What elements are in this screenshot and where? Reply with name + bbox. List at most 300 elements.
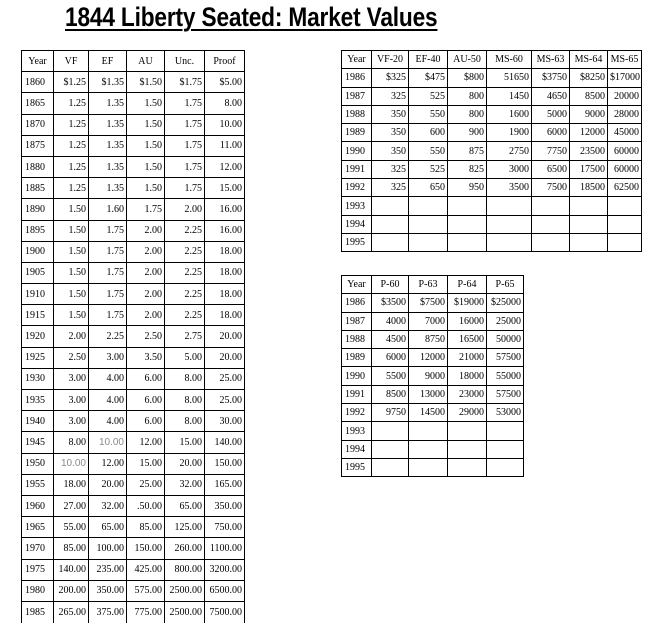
table-row — [342, 294, 524, 312]
value-cell — [448, 215, 487, 233]
value-cell: 4500 — [372, 330, 409, 348]
value-cell: 20000 — [608, 87, 642, 105]
value-cell: 265.00 — [54, 601, 89, 622]
year-cell: 1880 — [22, 156, 54, 177]
value-cell: 12000 — [409, 349, 448, 367]
value-cell: 12.00 — [205, 156, 245, 177]
table-row — [342, 404, 524, 422]
value-cell: 1.50 — [54, 220, 89, 241]
value-cell: 8.00 — [165, 390, 205, 411]
value-cell: 800 — [448, 87, 487, 105]
value-cell: 260.00 — [165, 538, 205, 559]
table-row — [342, 215, 642, 233]
column-header: AU — [127, 51, 165, 72]
value-cell: 235.00 — [89, 559, 127, 580]
year-cell: 1905 — [22, 262, 54, 283]
value-cell: 50000 — [487, 330, 524, 348]
value-cell: $25000 — [487, 294, 524, 312]
value-cell: 550 — [409, 142, 448, 160]
year-cell: 1915 — [22, 305, 54, 326]
table-row — [22, 305, 245, 326]
value-cell: $3500 — [372, 294, 409, 312]
table-row — [342, 349, 524, 367]
value-cell: 15.00 — [165, 432, 205, 453]
value-cell: 8.00 — [54, 432, 89, 453]
year-cell: 1989 — [342, 124, 372, 142]
value-cell: 4.00 — [89, 368, 127, 389]
value-cell: 16.00 — [205, 199, 245, 220]
value-cell: 65.00 — [165, 495, 205, 516]
value-cell: 10.00 — [89, 432, 127, 453]
value-cell: $1.50 — [127, 72, 165, 93]
value-cell — [372, 197, 409, 215]
value-cell: 2.00 — [127, 305, 165, 326]
table-row — [342, 330, 524, 348]
table-row — [342, 142, 642, 160]
header-row — [342, 276, 524, 294]
value-cell: $8250 — [570, 69, 608, 87]
value-cell: 1.75 — [165, 178, 205, 199]
value-cell: 550 — [409, 105, 448, 123]
value-cell: 325 — [372, 160, 409, 178]
value-cell: 900 — [448, 124, 487, 142]
value-cell: 150.00 — [127, 538, 165, 559]
value-cell — [372, 422, 409, 440]
value-cell: $475 — [409, 69, 448, 87]
value-cell: 12.00 — [127, 432, 165, 453]
value-cell: $1.75 — [165, 72, 205, 93]
value-cell: 45000 — [608, 124, 642, 142]
value-cell: 53000 — [487, 404, 524, 422]
value-cell: 32.00 — [165, 474, 205, 495]
value-cell: 525 — [409, 160, 448, 178]
table-row — [342, 179, 642, 197]
value-cell: 2.25 — [165, 262, 205, 283]
value-cell: 16500 — [448, 330, 487, 348]
table-row — [342, 197, 642, 215]
column-header: MS-65 — [608, 51, 642, 69]
value-cell — [487, 233, 532, 251]
table-row — [342, 124, 642, 142]
value-cell: 23500 — [570, 142, 608, 160]
value-cell: 25000 — [487, 312, 524, 330]
value-cell: 6000 — [532, 124, 570, 142]
value-cell: 6.00 — [127, 390, 165, 411]
year-cell: 1865 — [22, 93, 54, 114]
value-cell — [487, 458, 524, 476]
value-cell: 2.50 — [54, 347, 89, 368]
value-cell: 2.25 — [165, 305, 205, 326]
value-cell: 1.75 — [165, 114, 205, 135]
value-cell: 85.00 — [54, 538, 89, 559]
value-cell: 100.00 — [89, 538, 127, 559]
value-cell: 6500.00 — [205, 580, 245, 601]
column-header: Proof — [205, 51, 245, 72]
year-cell: 1895 — [22, 220, 54, 241]
value-cell: 1.35 — [89, 135, 127, 156]
proof-values-table-1986-1995 — [341, 275, 524, 477]
value-cell: 3.00 — [54, 390, 89, 411]
year-cell: 1890 — [22, 199, 54, 220]
value-cell: 140.00 — [205, 432, 245, 453]
value-cell: 1.50 — [54, 305, 89, 326]
value-cell: 1450 — [487, 87, 532, 105]
value-cell: 325 — [372, 87, 409, 105]
year-cell: 1993 — [342, 422, 372, 440]
column-header: P-64 — [448, 276, 487, 294]
year-cell: 1930 — [22, 368, 54, 389]
year-cell: 1900 — [22, 241, 54, 262]
year-cell: 1875 — [22, 135, 54, 156]
value-cell: 32.00 — [89, 495, 127, 516]
market-values-table-1986-1995 — [341, 50, 642, 252]
year-cell: 1992 — [342, 179, 372, 197]
value-cell: 2.00 — [54, 326, 89, 347]
value-cell: 1.50 — [54, 262, 89, 283]
value-cell: 1.50 — [127, 114, 165, 135]
value-cell: 3200.00 — [205, 559, 245, 580]
value-cell: 6.00 — [127, 368, 165, 389]
value-cell: 1.25 — [54, 135, 89, 156]
value-cell: 2500.00 — [165, 601, 205, 622]
value-cell: 4650 — [532, 87, 570, 105]
value-cell: $325 — [372, 69, 409, 87]
value-cell — [409, 233, 448, 251]
value-cell — [570, 197, 608, 215]
table-row — [342, 367, 524, 385]
column-header: MS-60 — [487, 51, 532, 69]
table-row — [22, 347, 245, 368]
value-cell: 55000 — [487, 367, 524, 385]
value-cell: 8.00 — [165, 411, 205, 432]
value-cell — [372, 440, 409, 458]
value-cell: 65.00 — [89, 517, 127, 538]
value-cell: 18.00 — [205, 284, 245, 305]
value-cell: 27.00 — [54, 495, 89, 516]
value-cell: 8.00 — [205, 93, 245, 114]
year-cell: 1960 — [22, 495, 54, 516]
table-row — [342, 87, 642, 105]
value-cell: 950 — [448, 179, 487, 197]
value-cell: 18.00 — [205, 262, 245, 283]
table-row — [342, 160, 642, 178]
column-header: VF-20 — [372, 51, 409, 69]
value-cell: 18.00 — [205, 241, 245, 262]
value-cell: 3.50 — [127, 347, 165, 368]
value-cell: 10.00 — [205, 114, 245, 135]
column-header: Unc. — [165, 51, 205, 72]
value-cell: 1.25 — [54, 178, 89, 199]
year-cell: 1988 — [342, 330, 372, 348]
column-header: Year — [342, 51, 372, 69]
value-cell: 2.25 — [89, 326, 127, 347]
column-header: Year — [342, 276, 372, 294]
value-cell: 8.00 — [165, 368, 205, 389]
value-cell: 600 — [409, 124, 448, 142]
value-cell: 14500 — [409, 404, 448, 422]
table-row — [22, 93, 245, 114]
value-cell: 18500 — [570, 179, 608, 197]
value-cell: 85.00 — [127, 517, 165, 538]
value-cell: 6000 — [372, 349, 409, 367]
year-cell: 1988 — [342, 105, 372, 123]
column-header: VF — [54, 51, 89, 72]
column-header: MS-63 — [532, 51, 570, 69]
value-cell: 2.00 — [127, 284, 165, 305]
value-cell: 18.00 — [54, 474, 89, 495]
value-cell: 1.75 — [89, 262, 127, 283]
column-header: P-63 — [409, 276, 448, 294]
value-cell: 30.00 — [205, 411, 245, 432]
value-cell: 4.00 — [89, 411, 127, 432]
value-cell: 51650 — [487, 69, 532, 87]
value-cell: 17500 — [570, 160, 608, 178]
value-cell: 200.00 — [54, 580, 89, 601]
year-cell: 1995 — [342, 458, 372, 476]
table-row — [342, 458, 524, 476]
value-cell: 1.35 — [89, 156, 127, 177]
value-cell: 6500 — [532, 160, 570, 178]
table-row — [22, 453, 245, 474]
value-cell: $3750 — [532, 69, 570, 87]
value-cell: 2.50 — [127, 326, 165, 347]
value-cell — [372, 458, 409, 476]
value-cell: 9000 — [409, 367, 448, 385]
value-cell — [448, 440, 487, 458]
value-cell — [570, 215, 608, 233]
value-cell: 750.00 — [205, 517, 245, 538]
value-cell: 875 — [448, 142, 487, 160]
value-cell: 9000 — [570, 105, 608, 123]
year-cell: 1992 — [342, 404, 372, 422]
value-cell: 12.00 — [89, 453, 127, 474]
page-title: 1844 Liberty Seated: Market Values — [65, 2, 438, 32]
value-cell — [372, 233, 409, 251]
year-cell: 1991 — [342, 385, 372, 403]
table-row — [22, 580, 245, 601]
value-cell — [570, 233, 608, 251]
table-row — [22, 220, 245, 241]
value-cell: 16000 — [448, 312, 487, 330]
value-cell: 1100.00 — [205, 538, 245, 559]
value-cell: 2.25 — [165, 284, 205, 305]
value-cell: 5000 — [532, 105, 570, 123]
value-cell: 350.00 — [89, 580, 127, 601]
year-cell: 1955 — [22, 474, 54, 495]
value-cell: 165.00 — [205, 474, 245, 495]
table-row — [22, 432, 245, 453]
header-row — [342, 51, 642, 69]
column-header: EF — [89, 51, 127, 72]
value-cell: 1.60 — [89, 199, 127, 220]
value-cell: $7500 — [409, 294, 448, 312]
year-cell: 1994 — [342, 215, 372, 233]
year-cell: 1994 — [342, 440, 372, 458]
value-cell: 350 — [372, 124, 409, 142]
year-cell: 1995 — [342, 233, 372, 251]
value-cell: 18.00 — [205, 305, 245, 326]
year-cell: 1950 — [22, 453, 54, 474]
value-cell: $1.25 — [54, 72, 89, 93]
value-cell — [487, 422, 524, 440]
value-cell — [409, 215, 448, 233]
value-cell: 15.00 — [127, 453, 165, 474]
value-cell: 57500 — [487, 385, 524, 403]
column-header: MS-64 — [570, 51, 608, 69]
value-cell: 11.00 — [205, 135, 245, 156]
value-cell: 650 — [409, 179, 448, 197]
year-cell: 1940 — [22, 411, 54, 432]
value-cell: 15.00 — [205, 178, 245, 199]
value-cell — [409, 458, 448, 476]
value-cell: 1.50 — [54, 241, 89, 262]
table-row — [22, 178, 245, 199]
value-cell: 7500 — [532, 179, 570, 197]
market-values-table-1860-1985 — [21, 50, 245, 623]
table-row — [22, 559, 245, 580]
value-cell — [532, 197, 570, 215]
year-cell: 1965 — [22, 517, 54, 538]
value-cell: 1.75 — [89, 241, 127, 262]
value-cell: 8500 — [570, 87, 608, 105]
table-row — [22, 495, 245, 516]
year-cell: 1945 — [22, 432, 54, 453]
value-cell: $800 — [448, 69, 487, 87]
value-cell: 6.00 — [127, 411, 165, 432]
value-cell: 1900 — [487, 124, 532, 142]
value-cell — [372, 215, 409, 233]
column-header: AU-50 — [448, 51, 487, 69]
value-cell: 13000 — [409, 385, 448, 403]
year-cell: 1870 — [22, 114, 54, 135]
value-cell: 1.75 — [89, 284, 127, 305]
value-cell: 1.75 — [165, 156, 205, 177]
value-cell: 3500 — [487, 179, 532, 197]
value-cell: 5500 — [372, 367, 409, 385]
year-cell: 1990 — [342, 367, 372, 385]
value-cell: 1.50 — [54, 284, 89, 305]
value-cell: $1.35 — [89, 72, 127, 93]
year-cell: 1970 — [22, 538, 54, 559]
value-cell: $5.00 — [205, 72, 245, 93]
value-cell: 28000 — [608, 105, 642, 123]
value-cell: 8750 — [409, 330, 448, 348]
value-cell: 1600 — [487, 105, 532, 123]
value-cell: 3.00 — [54, 368, 89, 389]
value-cell: 2.00 — [127, 220, 165, 241]
value-cell: 20.00 — [89, 474, 127, 495]
value-cell: 775.00 — [127, 601, 165, 622]
table-row — [22, 368, 245, 389]
value-cell: 350.00 — [205, 495, 245, 516]
value-cell: 25.00 — [205, 390, 245, 411]
table-row — [22, 284, 245, 305]
value-cell: 1.75 — [89, 305, 127, 326]
value-cell: 57500 — [487, 349, 524, 367]
year-cell: 1989 — [342, 349, 372, 367]
column-header: P-60 — [372, 276, 409, 294]
table-row — [22, 538, 245, 559]
value-cell: 1.50 — [127, 93, 165, 114]
year-cell: 1993 — [342, 197, 372, 215]
value-cell — [409, 440, 448, 458]
value-cell: 1.50 — [54, 199, 89, 220]
value-cell: 575.00 — [127, 580, 165, 601]
value-cell: 25.00 — [205, 368, 245, 389]
value-cell: 1.50 — [127, 156, 165, 177]
value-cell: 29000 — [448, 404, 487, 422]
year-cell: 1986 — [342, 294, 372, 312]
value-cell: 1.75 — [165, 93, 205, 114]
year-cell: 1980 — [22, 580, 54, 601]
column-header: Year — [22, 51, 54, 72]
value-cell: 140.00 — [54, 559, 89, 580]
value-cell — [409, 422, 448, 440]
year-cell: 1885 — [22, 178, 54, 199]
table-row — [22, 517, 245, 538]
value-cell — [608, 215, 642, 233]
value-cell: $19000 — [448, 294, 487, 312]
value-cell — [448, 197, 487, 215]
value-cell: 4.00 — [89, 390, 127, 411]
table-row — [22, 601, 245, 622]
value-cell: 2750 — [487, 142, 532, 160]
value-cell: 7500.00 — [205, 601, 245, 622]
year-cell: 1975 — [22, 559, 54, 580]
value-cell: 1.25 — [54, 93, 89, 114]
year-cell: 1990 — [342, 142, 372, 160]
year-cell: 1860 — [22, 72, 54, 93]
table-row — [22, 156, 245, 177]
value-cell — [409, 197, 448, 215]
value-cell: 9750 — [372, 404, 409, 422]
table-row — [22, 390, 245, 411]
value-cell: 8500 — [372, 385, 409, 403]
value-cell: 525 — [409, 87, 448, 105]
value-cell: 10.00 — [54, 453, 89, 474]
value-cell: 825 — [448, 160, 487, 178]
column-header: P-65 — [487, 276, 524, 294]
table-row — [22, 199, 245, 220]
value-cell: 375.00 — [89, 601, 127, 622]
value-cell — [608, 197, 642, 215]
table-row — [22, 411, 245, 432]
value-cell — [532, 233, 570, 251]
table-row — [22, 241, 245, 262]
value-cell: 2.00 — [127, 241, 165, 262]
value-cell: 125.00 — [165, 517, 205, 538]
value-cell: 1.50 — [127, 135, 165, 156]
table-row — [22, 72, 245, 93]
value-cell: 2.00 — [165, 199, 205, 220]
value-cell: 1.35 — [89, 114, 127, 135]
value-cell: 1.35 — [89, 93, 127, 114]
value-cell: 2.75 — [165, 326, 205, 347]
table-row — [22, 135, 245, 156]
value-cell: 1.75 — [89, 220, 127, 241]
value-cell: .50.00 — [127, 495, 165, 516]
value-cell: 1.75 — [165, 135, 205, 156]
value-cell: 16.00 — [205, 220, 245, 241]
year-cell: 1987 — [342, 87, 372, 105]
value-cell: 3.00 — [54, 411, 89, 432]
table-row — [342, 422, 524, 440]
table-row — [22, 114, 245, 135]
value-cell: 1.50 — [127, 178, 165, 199]
table-row — [22, 326, 245, 347]
value-cell: 350 — [372, 105, 409, 123]
value-cell: 2.25 — [165, 220, 205, 241]
